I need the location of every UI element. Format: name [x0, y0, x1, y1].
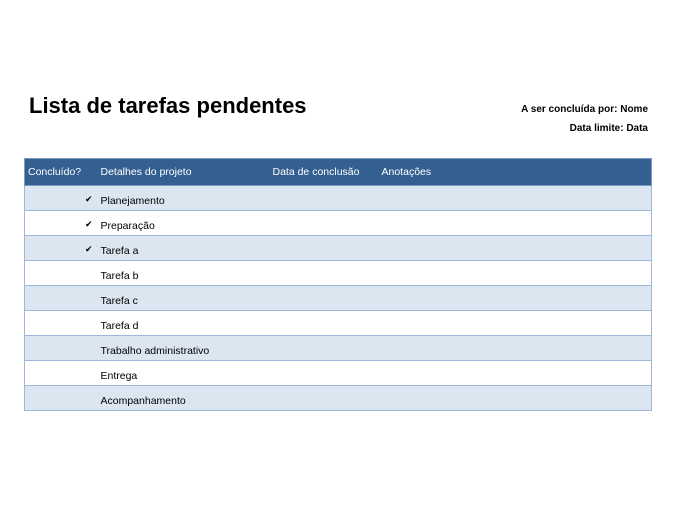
done-cell[interactable]	[25, 186, 98, 211]
notes-cell[interactable]	[379, 261, 652, 286]
completed-by-text: A ser concluída por: Nome	[521, 104, 648, 115]
table-row	[25, 211, 652, 236]
table-row	[25, 336, 652, 361]
details-cell[interactable]: Tarefa c	[98, 286, 270, 311]
column-header-notes: Anotações	[379, 159, 652, 186]
done-cell[interactable]	[25, 286, 98, 311]
check-icon: ✔	[84, 219, 93, 229]
notes-cell[interactable]	[379, 386, 652, 411]
done-cell[interactable]	[25, 361, 98, 386]
table-row	[25, 386, 652, 411]
date-cell[interactable]	[270, 361, 379, 386]
table-row	[25, 186, 652, 211]
notes-cell[interactable]	[379, 211, 652, 236]
table-row	[25, 311, 652, 336]
check-icon: ✔	[84, 244, 93, 254]
table-row	[25, 361, 652, 386]
done-cell[interactable]	[25, 211, 98, 236]
table-row	[25, 261, 652, 286]
notes-cell[interactable]	[379, 336, 652, 361]
table-row	[25, 286, 652, 311]
notes-cell[interactable]	[379, 361, 652, 386]
date-cell[interactable]	[270, 236, 379, 261]
page-title: Lista de tarefas pendentes	[29, 93, 307, 118]
done-cell[interactable]	[25, 311, 98, 336]
date-cell[interactable]	[270, 286, 379, 311]
details-cell[interactable]: Tarefa b	[98, 261, 270, 286]
check-icon: ✔	[84, 194, 93, 204]
details-cell[interactable]: Trabalho administrativo	[98, 336, 270, 361]
details-cell[interactable]: Entrega	[98, 361, 270, 386]
done-cell[interactable]	[25, 386, 98, 411]
done-cell[interactable]	[25, 261, 98, 286]
details-cell[interactable]: Preparação	[98, 211, 270, 236]
details-cell[interactable]: Planejamento	[98, 186, 270, 211]
task-table	[24, 158, 652, 411]
column-header-details: Detalhes do projeto	[98, 159, 270, 186]
notes-cell[interactable]	[379, 186, 652, 211]
date-cell[interactable]	[270, 311, 379, 336]
notes-cell[interactable]	[379, 236, 652, 261]
deadline-text: Data limite: Data	[569, 123, 648, 134]
notes-cell[interactable]	[379, 311, 652, 336]
done-cell[interactable]	[25, 236, 98, 261]
date-cell[interactable]	[270, 336, 379, 361]
notes-cell[interactable]	[379, 286, 652, 311]
details-cell[interactable]: Acompanhamento	[98, 386, 270, 411]
date-cell[interactable]	[270, 211, 379, 236]
details-cell[interactable]: Tarefa d	[98, 311, 270, 336]
table-header-row	[25, 159, 652, 186]
column-header-done: Concluído?	[25, 159, 98, 186]
column-header-date: Data de conclusão	[270, 159, 379, 186]
details-cell[interactable]: Tarefa a	[98, 236, 270, 261]
date-cell[interactable]	[270, 186, 379, 211]
task-list	[25, 186, 652, 411]
done-cell[interactable]	[25, 336, 98, 361]
meta-block	[521, 100, 648, 138]
table-row	[25, 236, 652, 261]
date-cell[interactable]	[270, 261, 379, 286]
date-cell[interactable]	[270, 386, 379, 411]
